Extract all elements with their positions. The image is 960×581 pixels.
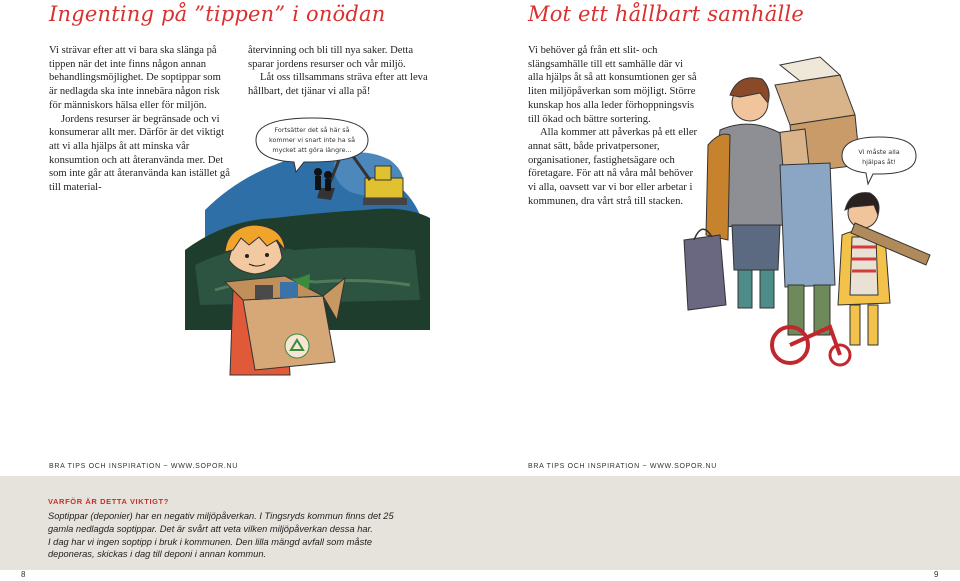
speech-bubble-right [838, 132, 920, 186]
right-column-1 [528, 44, 698, 208]
left-column-2 [248, 44, 428, 99]
bubble-line: kommer vi snart inte ha så [268, 136, 356, 144]
fact-line: Soptippar (deponier) har en negativ miljöpåverkan. I Tingsryds kommun finns det 25 [48, 511, 394, 521]
page-title-left: Ingenting på ”tippen” i onödan [49, 2, 386, 26]
paragraph: Vi strävar efter att vi bara ska slänga på tippen när det inte finns någon annan behandlingsmöjlighet. De soptippar som är nedlagda ska inte innebära någon risk för människors hälsa eller för miljön. [49, 45, 221, 111]
paragraph: Alla kommer att påverkas på ett eller annat sätt, både privatpersoner, organisationer, fastighetsägare och företagare. För att nå våra mål behöver vi alla, oavsett var vi bor eller arbetar i kommunen, dra vårt strå till stacken. [528, 127, 698, 207]
bubble-line: hjälpas åt! [862, 158, 896, 166]
fact-line: gamla nedlagda soptippar. Det är svårt att veta vilken miljöpåverkan dessa har. [48, 523, 373, 534]
paragraph: återvinning och bli till nya saker. Detta sparar jordens resurser och vår miljö. [248, 45, 414, 70]
bubble-line: Vi måste alla [858, 148, 900, 156]
paragraph: Låt oss tillsammans sträva efter att leva hållbart, det tjänar vi alla på! [248, 72, 428, 98]
page-number-right: 9 [934, 570, 939, 579]
family-illustration [680, 55, 935, 375]
fact-box-heading: VARFÖR ÄR DETTA VIKTIGT? [48, 497, 169, 506]
paragraph: Vi behöver gå från ett slit- och slängsamhälle till ett samhälle där vi alla hjälps åt så att konsumtionen ger så liten miljöpåverkan som möjligt. Större kunskap hos alla leder förhoppningsvis till ökad och bättre sortering. [528, 45, 697, 125]
fact-box-text [48, 510, 428, 561]
fact-line: I dag har vi ingen soptipp i bruk i kommunen. Den lilla mängd avfall som måste [48, 536, 373, 547]
footer-left: BRA TIPS OCH INSPIRATION ~ WWW.SOPOR.NU [49, 463, 239, 470]
bubble-line: Fortsätter det så här så [274, 126, 350, 134]
footer-right: BRA TIPS OCH INSPIRATION ~ WWW.SOPOR.NU [528, 463, 718, 470]
page-number-left: 8 [21, 570, 26, 579]
fact-line: deponeras, skickas i dag till deponi i annan kommun. [48, 549, 267, 560]
page-title-right: Mot ett hållbart samhälle [528, 2, 804, 26]
speech-bubble-left [250, 112, 375, 174]
bubble-line: mycket att göra längre... [272, 146, 352, 154]
paragraph: Jordens resurser är begränsade och vi konsumerar allt mer. Därför är det viktigt att vi alla hjälps åt att minska vår konsumtion och att återanvända mer. Det som inte går att återanvända kan istället gå till material- [49, 113, 230, 194]
